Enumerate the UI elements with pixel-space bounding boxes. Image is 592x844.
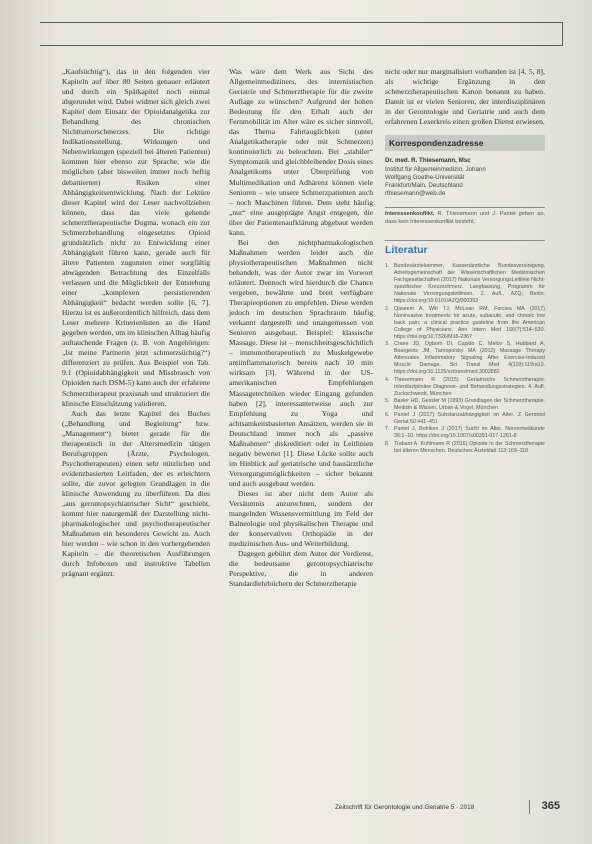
text-column-1 (62, 67, 210, 579)
reference-list (385, 263, 545, 455)
reference-text: Crane JD, Ogborn DI, Cupido C, Melov S, Hubbard A, Bourgeois JM, Tarnopolsky MA (2012) Massage Therapy Attenuates Inflammatory Signaling After Exercise-Induced Muscle Damage. Sci Transl Med 4(119):119ra13. https://doi.org/10.1126/scitranslmed.3002882 (394, 341, 545, 376)
reference-item (385, 412, 545, 426)
address-line: Wolfgang Goethe-Universität (385, 173, 465, 181)
reference-item (385, 441, 545, 455)
reference-number: 6. (385, 412, 390, 419)
reference-item (385, 263, 545, 305)
reference-number: 1. (385, 263, 390, 270)
reference-text: Basler HD, Gessler M (1993) Grundlagen der Schmerztherapie. Medizin & Wissen, Urban & Vogel, München (394, 397, 545, 411)
divider (385, 207, 545, 208)
literature-heading: Literatur (385, 240, 545, 255)
correspondence-heading: Korrespondenzadresse (385, 135, 545, 151)
reference-number: 3. (385, 341, 390, 348)
address-line: Institut für Allgemeinmedizin, Johann (385, 165, 486, 173)
reference-number: 2. (385, 305, 390, 312)
correspondence-address (385, 157, 545, 198)
reference-item (385, 306, 545, 341)
reference-item (385, 377, 545, 398)
reference-text: Pantel J, Bohlken J (2017) Sucht im Alter. Nervenheilkunde 36:1–10. https://doi.org/10.1007/s00391-017-1261-8 (394, 426, 545, 440)
reference-item (385, 341, 545, 376)
reference-text: Trabant A, Kuhlmann R (2016) Opioide in der Schmerztherapie bei älteren Menschen. Deutsches Ärzteblatt 113:103–110 (394, 440, 545, 454)
page-number: 365 (541, 800, 560, 812)
body-paragraph: Dieses ist aber nicht dem Autor als Versäumnis anzurechnen, sondern der mangelnden Wissensvermittlung im Feld der Balneologie und physikalischen Therapie und der konservativen Orthopädie in der medizinischen Aus- und Weiterbildung. (229, 488, 373, 549)
body-paragraph: „Kaufsüchtig“), das in den folgenden vier Kapiteln auf über 80 Seiten genauer erläutert und durch ein Spätkapitel noch einmal abgerundet wird. Dabei widmet sich gleich zwei Kapitel dem Einsatz der Opioidanalgetika zur Behandlung des chronischen Nichttumorschmerzes. Die richtige Indikationsstellung, Wirkungen und Nebenwirkungen (speziell bei älteren Patienten) kommen hier ebenso zur Sprache, wie die möglichen (aber bisweilen immer noch heftig debattierten) Risiken einer Abhängigkeitsentwicklung. Nach der Lektüre dieser Kapitel wird der Leser nachvollziehen können, dass das viele gehende schmerztherapeutische Dogma, wonach ein zur Schmerzbehandlung eingesetztes Opioid grundsätzlich nicht zu Entwicklung einer Abhängigkeit führen kann, gerade auch für ältere Patienten zugunsten einer sorgfältig abwägenden Betrachtung des Einzelfalls verlassen und die Möglichkeit der Entstehung einer „komplexen persistierenden Abhängigkeit“ bedacht werden sollte [6, 7]. Hierzu ist es außerordentlich hilfreich, dass dem Leser mehrere Kriterienlisten an die Hand gegeben werden, um im klinischen Alltag häufig auftauchende Fragen (z. B. von Angehörigen: „Ist meine Partnerin jetzt schmerzsüchtig?“) differenziert zu prüfen. Aus Beispiel von Tab. 9.1 (Opioidabhängigkeit und Missbrauch von Opioiden nach DSM-5) kann auch der erfahrene Schmerztherapeut praxisnah und strukturiert die klinische Einschätzung validieren. (62, 67, 210, 408)
reference-text: Qaseem A, Wilt TJ, McLean RM, Forciea MA (2017) Noninvasive treatments for acute, subacute, and chronic low back pain: a clinical practice guideline from the American College of Physicians. Ann Intern Med 166(7):514–530. https://doi.org/10.7326/M16-2367 (394, 305, 545, 340)
coi-text: R. Thiesemann und J. Pantel geben an, dass kein Interessenkonflikt besteht. (385, 211, 545, 225)
body-paragraph: Dagegen gebührt dem Autor der Verdienst, die bedeutsame gerontopsychiatrische Perspektive, die in anderen Standardlehrbüchern der Schmerztherapie (229, 549, 373, 589)
reference-text: Thiesemann R (2015) Geriatrische Schmerztherapie. Interdisziplinäre Diagnose- und Behandlungsstrategien. 4. Aufl. Zuckschwerdt, München (394, 376, 545, 397)
reference-number: 5. (385, 397, 390, 404)
closing-paragraph: nicht oder nur marginalisiert vorhanden ist [4, 5, 8], als wichtige Ergänzung in den schmerztherapeutischen Kanon benannt zu haben. Damit ist er vielen Senioren, der interdisziplinären in der Gerontologie und Geriatrie und auch dem erfahrenen Leserkreis einen großen Dienst erwiesen. (385, 67, 545, 127)
journal-citation: Zeitschrift für Gerontologie und Geriatrie 5 · 2018 (335, 804, 475, 811)
reference-number: 4. (385, 376, 390, 383)
reference-item (385, 398, 545, 412)
author-name: Dr. med. R. Thiesemann, Msc (385, 157, 471, 165)
body-paragraph: Bei den nichtpharmakologischen Maßnahmen werden leider auch die physiotherapeutischen Maßnahmen nicht behandelt, was der Autor zwar im Vorwort erläutert. Dennoch wird hierdurch die Chance vergeben, bewährte und breit verfügbare Therapieoptionen zu empfehlen. Diese werden jedoch im deutschen Sprachraum häufig verkannt dargestellt und unangemessen von Senioren ausgebaut. Beispiel: klassische Massage. Diese ist – menschheitsgeschichtlich – immunotherapeutisch zu Muskelgewebe antiinflammatorisch bereits nach 10 min wirksam [3]. Während in der US-amerikanischen Empfehlungen Massagetechniken wieder Eingang gefunden haben [2], interessanterweise auch zur Empfehlung zu Yoga und achtsamkeitsbasierten Ansätzen, werden sie in Deutschland immer noch als „passive Maßnahmen“ diskreditiert oder in Leitlinien negativ bewertet [1]. Diese Lücke sollte auch im Hinblick auf geriatrische und hausärztliche Versorgungsmöglichkeiten – sicher bekannt und auch ausgebaut werden. (229, 237, 373, 488)
text-column-2 (229, 67, 373, 589)
conflict-of-interest (385, 211, 545, 226)
reference-text: Pantel J (2017) Substanzabhängigkeit im Alter. Z Gerontol Geriat 50:441–451 (394, 412, 545, 426)
text-column-3 (385, 67, 545, 455)
body-paragraph: Was wäre dem Werk aus Sicht des Allgemeinmediziners, des internistischen Geriatrie und Schmerztherapie für die zweite Auflage zu wünschen? Aufgrund der hohen Bedeutung für den Erhalt auch der Fernmobilität im Alter wäre es sicher sinnvoll, das Thema Fahrtauglichkeit (unter Analgetikatherapie oder mit Schmerzen) kontinuierlich zu beleuchten. Bei „stabiler“ Symptomatik und gleichbleibender Dosis eines Analgetikums unter Überprüfung von Multimedikation und Adhärenz können viele Senioren – wie unsere Schmerzpatienten auch – noch Maschinen führen. Dem steht häufig „nur“ eine ausgeprägte Angst entgegen, die über der Patientenaufklärung abgebaut werden kann. (229, 67, 373, 237)
reference-number: 7. (385, 426, 390, 433)
address-line: Frankfurt/Main, Deutschland (385, 181, 463, 189)
page-footer (335, 800, 560, 814)
reference-item (385, 426, 545, 440)
body-paragraph: Auch das letzte Kapitel des Buches („Behandlung und Begleitung“ bzw. „Management“) bietet gerade für die therapeutisch in der Altersmedizin tätigen Berufsgruppen (Ärzte, Psychologen, Psychotherapeuten) einen sehr nützlichen und evidenzbasierten Leitfaden, der es erleichtern sollte, die zuvor gelegten Grundlagen in die klinische Anwendung zu überführen. Da dies „aus gerontopsychiatrischer Sicht“ geschieht, kommt hier naturgemäß der Darstellung nicht-pharmakologischer und psychotherapeutischer Maßnahmen ein besonderes Gewicht zu. Auch hier werden – wie schon in den vorhergehenden Kapiteln – die theoretischen Ausführungen durch Infoboxen und instruktive Tabellen prägnant ergänzt. (62, 408, 210, 579)
email-address[interactable]: rthiesemann@web.de (385, 190, 446, 198)
reference-number: 8. (385, 440, 390, 447)
reference-text: Bundesärztekammer, Kassenärztliche Bundesvereinigung, Arbeitsgemeinschaft der Wissenschaftlichen Medizinischen Fachgesellschaften (2017) Nationale VersorgungsLeitlinie Nicht-spezifischer Kreuzschmerz. Langfassung, Programm für Nationale Versorgungsleitlinien, 2. Aufl., AZQ, Berlin. https://doi.org/10.6101/AZQ/000353 (394, 263, 545, 305)
header-frame (40, 22, 563, 46)
coi-label: Interessenkonflikt. (385, 211, 435, 218)
footer-separator (529, 800, 530, 814)
